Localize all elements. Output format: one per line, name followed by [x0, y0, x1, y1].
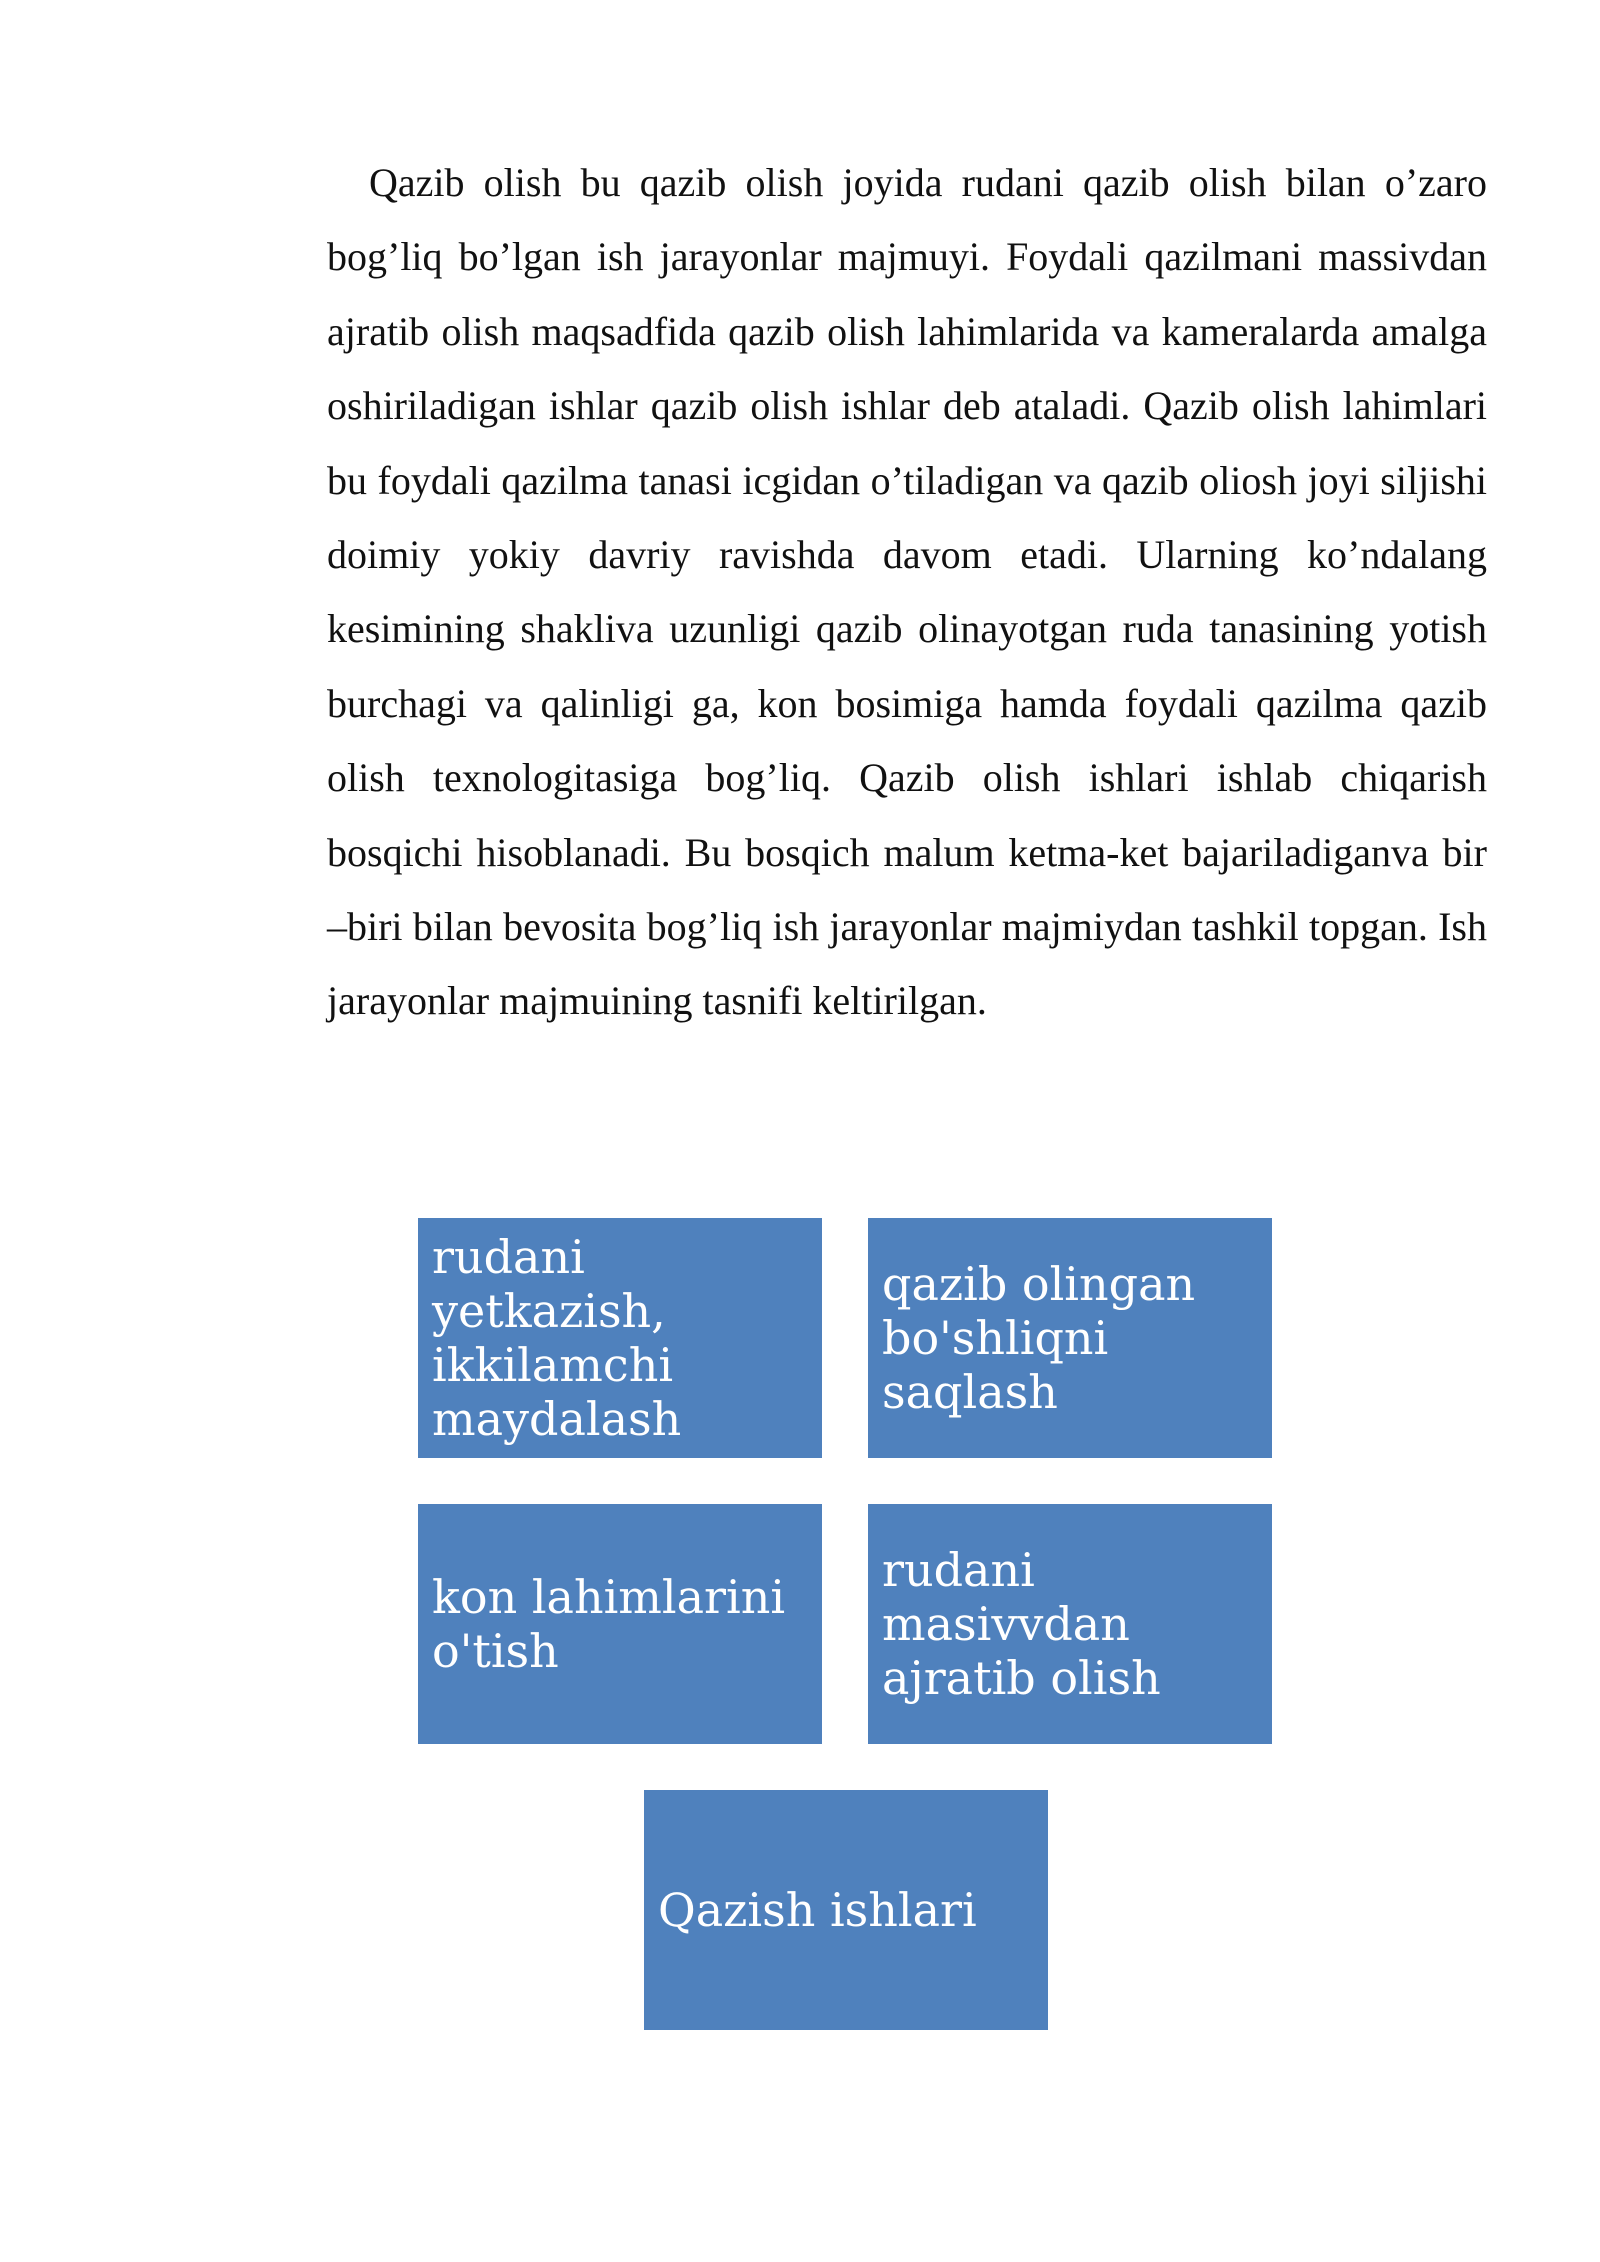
diagram-box-void-maintenance: [868, 1218, 1272, 1458]
diagram-box-ore-breaking: [868, 1504, 1272, 1744]
diagram-box-label: kon lahimlarini o'tish: [432, 1570, 786, 1678]
diagram-box-label: qazib olingan bo'shliqni saqlash: [882, 1257, 1196, 1419]
diagram-box-label: Qazish ishlari: [658, 1883, 977, 1937]
diagram-box-drifting: [418, 1504, 822, 1744]
body-paragraph: Qazib olish bu qazib olish joyida rudani qazib olish bilan o’zaro bog’liq bo’lgan ish jarayonlar majmuyi. Foydali qazilmani massivdan ajratib olish maqsadfida qazib olish lahimlarida va kameralarda amalga oshiriladigan ishlar qazib olish ishlar deb ataladi. Qazib olish lahimlari bu foydali qazilma tanasi icgidan o’tiladigan va qazib oliosh joyi siljishi doimiy yokiy davriy ravishda davom etadi. Ularning ko’ndalang kesimining shakliva uzunligi qazib olinayotgan ruda tanasining yotish burchagi va qalinligi ga, kon bosimiga hamda foydali qazilma qazib olish texnologitasiga bog’liq. Qazib olish ishlari ishlab chiqarish bosqichi hisoblanadi. Bu bosqich malum ketma-ket bajariladiganva bir –biri bilan bevosita bog’liq ish jarayonlar majmiydan tashkil topgan. Ish jarayonlar majmuining tasnifi keltirilgan.: [327, 160, 1487, 1024]
diagram-box-ore-delivery: [418, 1218, 822, 1458]
diagram-box-mining-works: [644, 1790, 1048, 2030]
diagram-box-label: rudani masivvdan ajratib olish: [882, 1543, 1161, 1705]
diagram-box-label: rudani yetkazish, ikkilamchi maydalash: [432, 1230, 682, 1446]
